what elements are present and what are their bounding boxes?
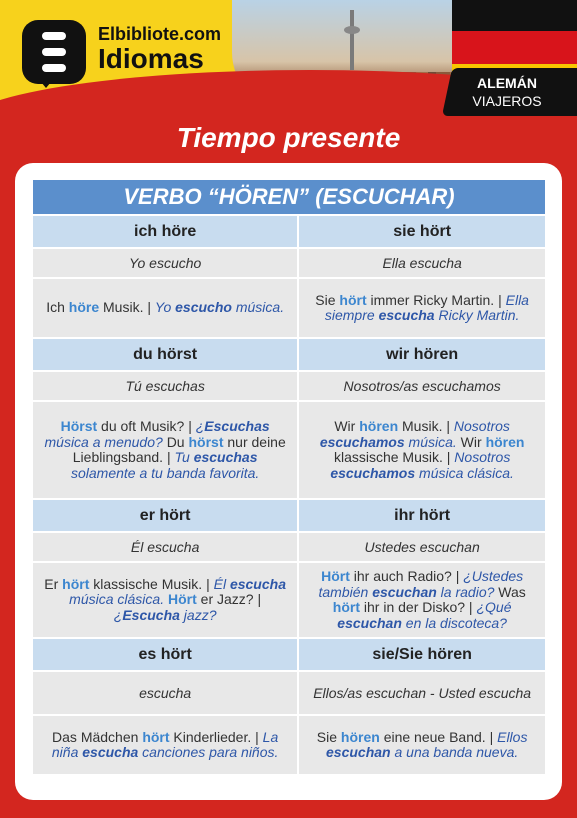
example-text: Ellos (497, 728, 528, 745)
example-text: nur deine Lieblingsband. | (72, 433, 286, 465)
brand-site-name: Elbibliote.com (98, 24, 222, 44)
example-text: eine neue Band. | (379, 728, 494, 745)
example-text: klassische Musik. | (89, 575, 210, 592)
verb-highlight: Escuchas (204, 418, 270, 434)
verb-highlight: escucha (82, 744, 139, 760)
german-example-line (317, 729, 493, 745)
course-badge-text (452, 74, 562, 110)
example-cell (32, 278, 298, 338)
example-text: Nosotros (453, 418, 510, 434)
pronoun-row (32, 338, 546, 371)
verb-highlight: Hört (167, 591, 197, 608)
example-text: Sie (315, 291, 340, 308)
example-text: la radio? (436, 583, 495, 600)
german-example-line (52, 729, 259, 745)
example-text: solamente a tu banda favorita. (70, 464, 260, 481)
example-text: Él (213, 575, 230, 592)
example-text: música clásica. (415, 464, 514, 481)
verb-highlight: escuchan (337, 614, 402, 631)
german-example-line (168, 591, 261, 607)
verb-highlight: höre (68, 299, 100, 316)
example-cell (32, 715, 298, 775)
example-text: Wir (460, 433, 486, 450)
example-text: Sie (316, 728, 341, 745)
verb-highlight: escucha (229, 575, 286, 592)
example-cell (298, 278, 546, 338)
brand-product-name: Idiomas (98, 43, 204, 74)
example-text: ¿ (195, 418, 205, 434)
verb-highlight: hört (62, 575, 90, 592)
verb-highlight: hört (339, 291, 367, 308)
translation-row (32, 671, 546, 715)
example-text: Ich (46, 299, 69, 316)
example-text: Ricky Martin. (434, 307, 520, 323)
table-title: VERBO “HÖREN” (ESCUCHAR) (32, 179, 546, 215)
translation-cell: Ella escucha (298, 248, 546, 278)
verb-highlight: hört (332, 599, 360, 615)
example-text: klassische Musik. | (333, 449, 451, 465)
example-text: Yo (154, 299, 176, 316)
example-text: música a menudo? (44, 433, 163, 450)
verb-highlight: Hörst (60, 418, 98, 434)
translation-cell: escucha (32, 671, 298, 715)
example-text: ¿Ustedes también (318, 568, 524, 600)
example-text: música. (404, 433, 457, 450)
example-text: immer Ricky Martin. | (366, 291, 502, 308)
translation-cell: Ustedes escuchan (298, 532, 546, 562)
pronoun-form-cell: du hörst (32, 338, 298, 371)
example-text: jazz? (179, 606, 217, 623)
translation-row (32, 248, 546, 278)
example-cell (32, 562, 298, 638)
example-row (32, 278, 546, 338)
german-example-line (61, 418, 192, 434)
pronoun-form-cell: er hört (32, 499, 298, 532)
example-row (32, 562, 546, 638)
example-text: Du (166, 433, 189, 450)
example-text: a una banda nueva. (390, 744, 519, 760)
pronoun-row (32, 215, 546, 248)
conjugation-table (32, 179, 546, 775)
verb-highlight: hören (485, 433, 525, 450)
example-text: Das Mädchen (52, 728, 143, 745)
example-text: Er (44, 575, 63, 592)
verb-highlight: hört (142, 728, 170, 745)
verb-highlight: escucha (378, 307, 435, 323)
german-example-line (46, 299, 151, 315)
brand-logo-icon (22, 20, 86, 84)
translation-row (32, 371, 546, 401)
example-row (32, 715, 546, 775)
example-text: du oft Musik? | (97, 418, 192, 434)
pronoun-form-cell: wir hören (298, 338, 546, 371)
translation-cell: Tú escuchas (32, 371, 298, 401)
pronoun-form-cell: sie hört (298, 215, 546, 248)
example-text: ¿ (113, 606, 123, 623)
example-cell (32, 401, 298, 499)
spanish-example-line (114, 607, 217, 623)
example-cell (298, 715, 546, 775)
badge-level: VIAJEROS (472, 93, 542, 109)
pronoun-form-cell: ich höre (32, 215, 298, 248)
verb-highlight: hören (359, 418, 399, 434)
example-text: Was (498, 583, 526, 600)
example-text: er Jazz? | (196, 591, 262, 608)
example-text: Musik. | (398, 418, 450, 434)
german-example-line (315, 292, 501, 308)
verb-highlight: escuchas (193, 449, 258, 465)
example-text: Ella siempre (324, 291, 529, 323)
verb-highlight: Hört (321, 568, 350, 584)
verb-highlight: escuchamos (319, 433, 405, 450)
pronoun-row (32, 499, 546, 532)
pronoun-form-cell: es hört (32, 638, 298, 671)
verb-highlight: hören (340, 728, 380, 745)
translation-cell: Yo escucho (32, 248, 298, 278)
example-text: ihr auch Radio? | (349, 568, 460, 584)
verb-highlight: escucho (175, 299, 232, 316)
german-example-line (44, 576, 209, 592)
example-text: ¿Qué (476, 599, 512, 615)
example-text: canciones para niños. (138, 744, 279, 760)
german-example-line (334, 418, 450, 434)
example-text: Wir (334, 418, 360, 434)
translation-cell: Ellos/as escuchan - Usted escucha (298, 671, 546, 715)
tv-tower-shape (350, 10, 354, 70)
example-text: en la discoteca? (401, 614, 507, 631)
example-cell (298, 562, 546, 638)
translation-cell: Él escucha (32, 532, 298, 562)
example-text: Kinderlieder. | (169, 728, 259, 745)
example-text: Musik. | (99, 299, 151, 316)
translation-cell: Nosotros/as escuchamos (298, 371, 546, 401)
example-text: La niña (51, 728, 279, 760)
tv-tower-ball (344, 26, 360, 34)
example-text: Tu (174, 449, 194, 465)
example-text: Nosotros (454, 449, 511, 465)
verb-highlight: Escucha (122, 606, 180, 623)
example-text: música clásica. (69, 591, 165, 608)
spanish-example-line (155, 299, 284, 315)
badge-language: ALEMÁN (477, 75, 537, 91)
german-example-line (321, 568, 459, 584)
page-title: Tiempo presente (176, 122, 401, 153)
verb-highlight: escuchan (372, 583, 437, 600)
pronoun-row (32, 638, 546, 671)
example-cell (298, 401, 546, 499)
pronoun-form-cell: ihr hört (298, 499, 546, 532)
example-text: ihr in der Disko? | (360, 599, 473, 615)
verb-highlight: hörst (188, 433, 224, 450)
verb-highlight: escuchamos (330, 464, 416, 481)
pronoun-form-cell: sie/Sie hören (298, 638, 546, 671)
example-row (32, 401, 546, 499)
example-text: música. (231, 299, 285, 316)
header-banner (0, 0, 577, 120)
translation-row (32, 532, 546, 562)
verb-highlight: escuchan (326, 744, 391, 760)
